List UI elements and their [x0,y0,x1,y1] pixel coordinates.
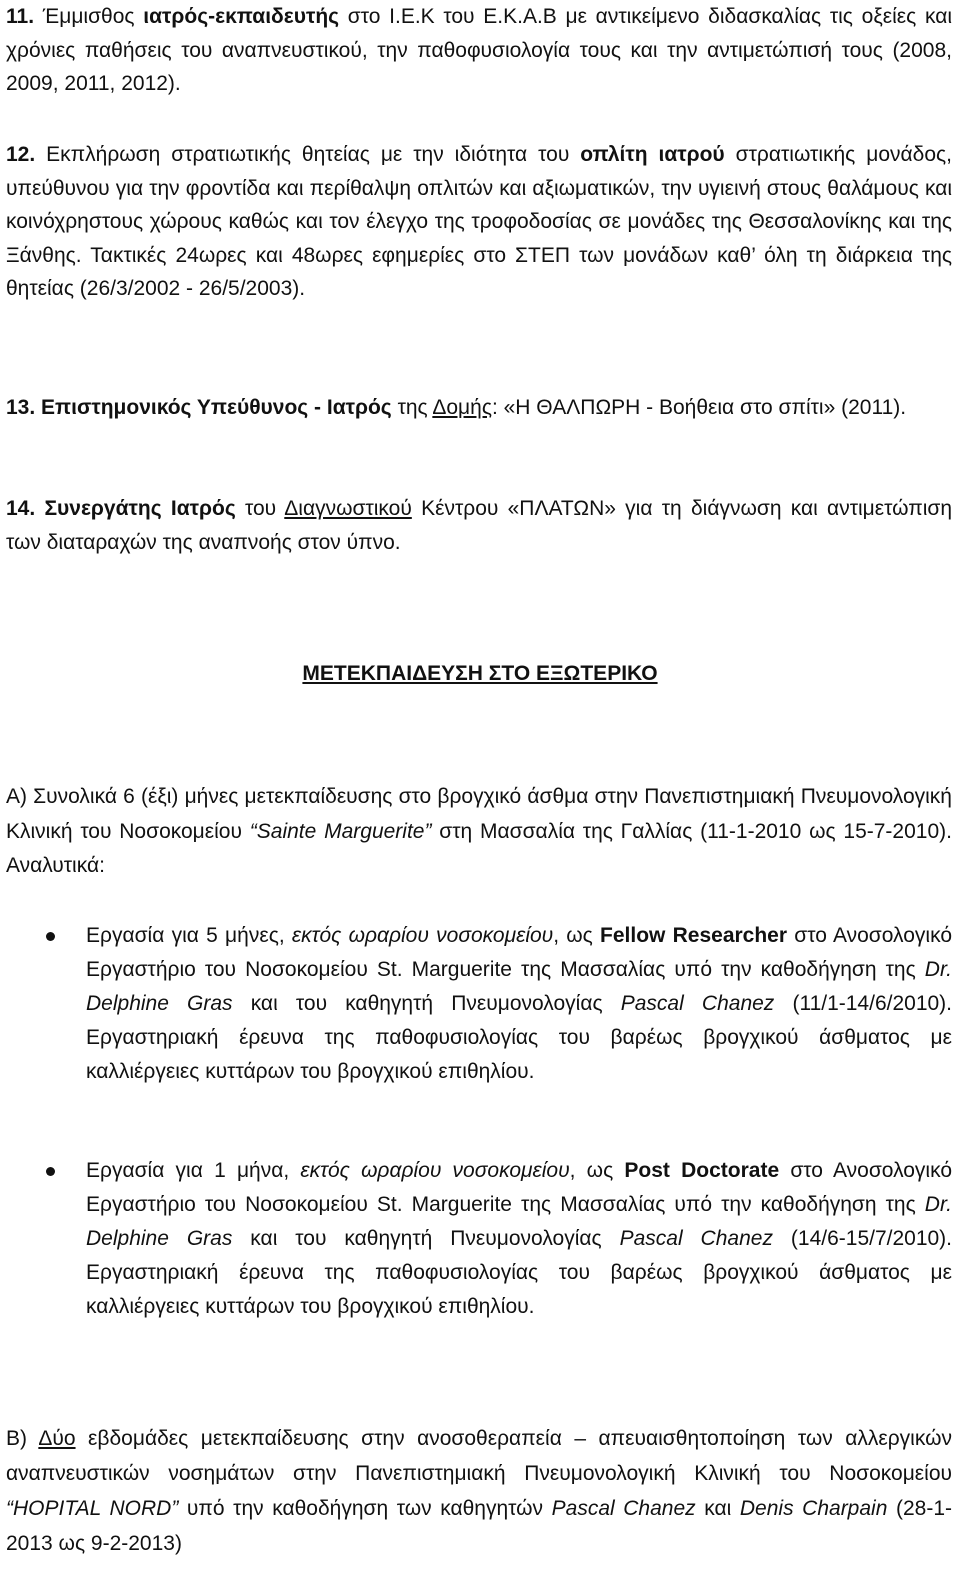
paragraph-a-text: στη Μασσαλία της Γαλλίας (11-1-2010 ως 15-7-2010). Αναλυτικά: [6,819,952,877]
item-14-pre: του [235,497,285,520]
bullet-2-t2: , ως [569,1159,625,1182]
paragraph-b-t4: (28-1-2013 ως 9-2-2013) [6,1497,952,1555]
item-13-text: : «Η ΘΑΛΠΩΡΗ - Βοήθεια στο σπίτι» (2011). [491,396,907,419]
paragraph-b-i2: Pascal Chanez [551,1497,696,1520]
section-heading: ΜΕΤΕΚΠΑΙΔΕΥΣΗ ΣΤΟ ΕΞΩΤΕΡΙΚΟ [302,662,658,685]
item-13-number: 13. [6,396,36,419]
item-12-text: στρατιωτικής μονάδος, υπεύθυνου για την φροντίδα και περίθαλψη οπλιτών και αξιωματικών, την υγιεινή στους θαλάμους και κοινόχρηστους χώρους καθώς και τον έλεγχο της τροφοδοσίας σε μονάδες της Θεσσαλονίκης και της Ξάνθης. Τακτικές 24ωρες και 48ωρες εφημερίες στο ΣΤΕΠ των μονάδων καθ’ όλη τη διάρκεια της θητείας (26/3/2002 - 26/5/2003). [6,143,953,300]
paragraph-a-hospital: “Sainte Marguerite” [249,819,432,843]
item-12-number: 12. [6,143,36,166]
bullet-2-t5: (14/6-15/7/2010). Εργαστηριακή έρευνα της παθοφυσιολογίας του βαρέως βρογχικού άσθματος με καλλιέργειες κυττάρων του βρογχικού επιθηλίου. [86,1227,953,1318]
paragraph-b [6,1421,952,1561]
item-14-role: Συνεργάτης Ιατρός [35,497,236,520]
item-11-text: στο Ι.Ε.Κ του Ε.Κ.Α.Β με αντικείμενο διδασκαλίας τις οξείες και χρόνιες παθήσεις του αναπνευστικού, την παθοφυσιολογία τους και την αντιμετώπισή τους (2008, 2009, 2011, 2012). [6,5,952,95]
paragraph-b-i3: Denis Charpain [739,1497,888,1520]
bullet-2-i3: Pascal Chanez [619,1227,773,1250]
bullet-1-t3: στο Ανοσολογικό Εργαστήριο του Νοσοκομείου St. Marguerite της Μασσαλίας υπό την καθοδήγηση της [86,924,952,981]
bullet-2-i1: εκτός ωραρίου νοσοκομείου [300,1159,570,1182]
bullet-2-t3: στο Ανοσολογικό Εργαστήριο του Νοσοκομείου St. Marguerite της Μασσαλίας υπό την καθοδήγηση της [86,1159,953,1216]
paragraph-b-t2: υπό την καθοδήγηση των καθηγητών [178,1497,552,1520]
bullet-2-t4: και του καθηγητή Πνευμονολογίας [232,1227,620,1250]
bullet-1-t5: (11/1-14/6/2010). Εργαστηριακή έρευνα της παθοφυσιολογίας του βαρέως βρογχικού άσθματος με καλλιέργειες κυττάρων του βρογχικού επιθηλίου. [86,992,953,1083]
bullet-icon [46,932,55,941]
bullet-item-1 [86,919,952,1089]
bullet-2-i2: Dr. Delphine Gras [86,1193,952,1250]
bullet-2-role: Post Doctorate [624,1159,780,1182]
item-12-pre: Εκπλήρωση στρατιωτικής θητείας με την ιδιότητα του [35,143,581,166]
item-12-role: οπλίτη ιατρού [580,143,725,166]
item-11-number: 11. [6,5,35,28]
item-14-underlined: Διαγνωστικού [284,497,412,520]
bullet-2-t1: Εργασία για 1 μήνα, [86,1159,301,1182]
item-12 [6,138,952,306]
paragraph-b-t3: και [695,1497,740,1520]
item-13-underlined: Δομής [432,396,492,419]
item-11-pre: Έμμισθος [34,5,144,28]
item-13-role: Επιστημονικός Υπεύθυνος - Ιατρός [35,396,392,419]
item-13 [6,391,952,425]
paragraph-a-pre: Α) Συνολικά 6 (έξι) μήνες μετεκπαίδευσης στο βρογχικό άσθμα στην Πανεπιστημιακή Πνευμονολογική Κλινική του Νοσοκομείου [6,785,952,843]
item-14-number: 14. [6,497,36,520]
bullet-item-2 [86,1154,952,1324]
bullet-icon [46,1167,55,1176]
item-11-role: ιατρός-εκπαιδευτής [143,5,340,28]
item-14 [6,492,952,559]
bullet-1-i1: εκτός ωραρίου νοσοκομείου [291,924,554,947]
item-14-text: Κέντρου «ΠΛΑΤΩΝ» για τη διάγνωση και αντιμετώπιση των διαταραχών της αναπνοής στον ύπνο. [6,497,953,554]
bullet-1-i3: Pascal Chanez [620,992,775,1015]
paragraph-b-hospital: “HOPITAL NORD” [6,1497,179,1520]
bullet-1-role: Fellow Researcher [600,924,788,947]
bullet-1-t1: Εργασία για 5 μήνες, [86,924,292,947]
paragraph-b-underlined: Δύο [38,1427,76,1450]
paragraph-b-t1: εβδομάδες μετεκπαίδευσης στην ανοσοθεραπεία – απευαισθητοποίηση των αλλεργικών αναπνευστικών νοσημάτων στην Πανεπιστημιακή Πνευμονολογική Κλινική του Νοσοκομείου [6,1427,952,1485]
bullet-1-i2: Dr. Delphine Gras [86,958,952,1015]
item-11 [6,0,952,101]
bullet-1-t4: και του καθηγητή Πνευμονολογίας [232,992,621,1015]
paragraph-a [6,780,952,884]
item-13-pre: της [391,396,433,419]
paragraph-b-pre: Β) [6,1427,39,1450]
bullet-1-t2: , ως [553,924,601,947]
